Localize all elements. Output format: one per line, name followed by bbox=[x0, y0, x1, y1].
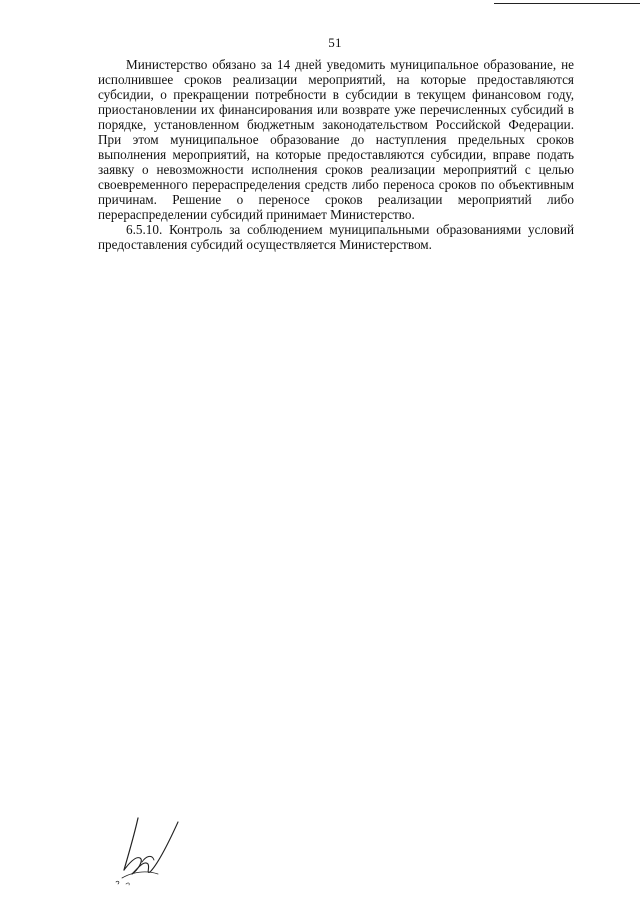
document-body bbox=[98, 57, 574, 252]
paragraph-ministry-obligation: Министерство обязано за 14 дней уведомить муниципальное образование, не исполнившее сроков реализации мероприятий, на которые предоставляются субсидии, о прекращении потребности в субсидии в текущем финансовом году, приостановлении их финансирования или возврате уже перечисленных субсидий в порядке, установленном бюджетным законодательством Российской Федерации. При этом муниципальное образование до наступления предельных сроков выполнения мероприятий, на которые предоставляются субсидии, вправе подать заявку о невозможности исполнения сроков реализации мероприятий с целью своевременного перераспределения средств либо переноса сроков по объективным причинам. Решение о переносе сроков реализации мероприятий либо перераспределении субсидий принимает Министерство. bbox=[98, 57, 574, 222]
page-number: 51 bbox=[328, 35, 342, 50]
header-rule bbox=[494, 3, 640, 4]
handwritten-signature bbox=[108, 812, 188, 892]
paragraph-control-clause: 6.5.10. Контроль за соблюдением муниципальными образованиями условий предоставления субсидий осуществляется Министерством. bbox=[98, 222, 574, 252]
